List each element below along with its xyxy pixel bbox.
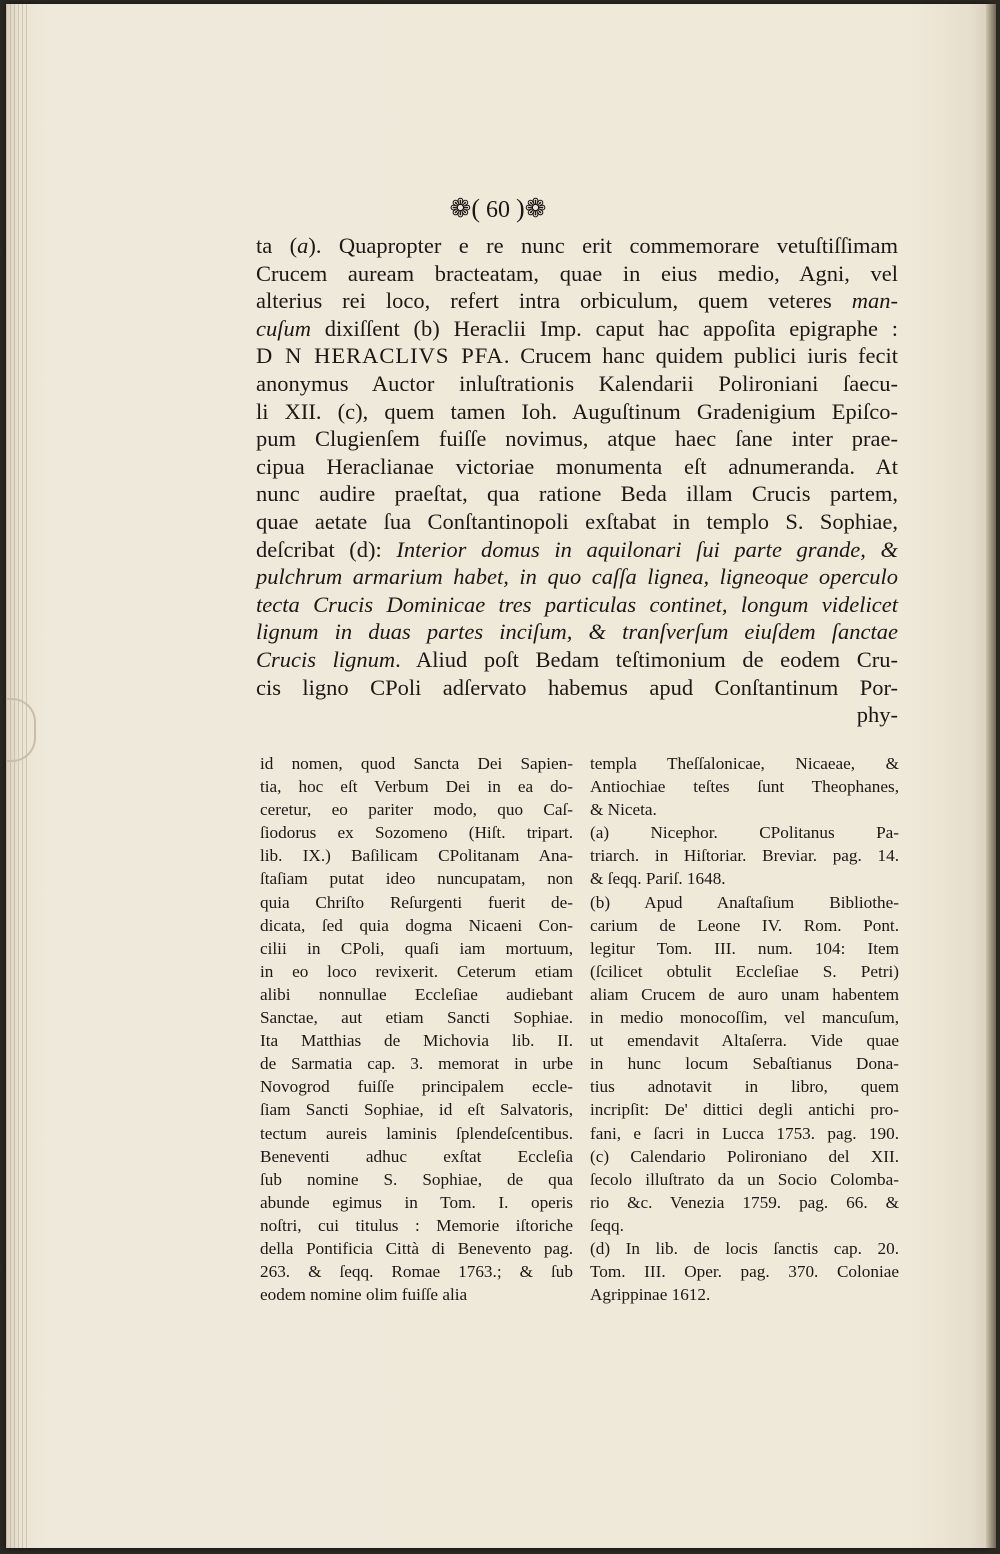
- footnote-line: (c) Calendario Polironiano del XII.: [590, 1146, 899, 1166]
- main-text-block: [256, 232, 898, 729]
- footnote-line: fani, e ſacri in Lucca 1753. pag. 190.: [590, 1123, 899, 1143]
- footnote-line: (d) In lib. de locis ſanctis cap. 20.: [590, 1238, 899, 1258]
- main-text-segment: nunc audire praeſtat, qua ratione Beda illam Crucis partem,: [256, 481, 898, 507]
- footnote-line: & Niceta.: [590, 800, 657, 820]
- footnote-line: Ita Matthias de Michovia lib. II.: [260, 1031, 573, 1051]
- footnote-line: in medio monocoſſim, vel mancuſum,: [590, 1008, 899, 1028]
- footnote-line: quia Chriſto Reſurgenti fuerit de-: [260, 892, 573, 912]
- main-text-segment: li XII. (c), quem tamen Ioh. Auguſtinum Gradenigium Epiſco-: [256, 398, 898, 424]
- main-text-line: [256, 287, 898, 315]
- footnote-line: (b) Apud Anaſtaſium Bibliothe-: [590, 892, 899, 912]
- footnote-line: ceretur, eo pariter modo, quo Caſ-: [260, 800, 573, 820]
- footnote-line: lib. IX.) Baſilicam CPolitanam Ana-: [260, 846, 573, 866]
- main-text-line: [256, 370, 898, 398]
- footnote-line: ſtaſiam putat ideo nuncupatam, non: [260, 869, 573, 889]
- main-text-segment: lignum in duas partes inciſum, & tranſverſum eiuſdem ſanctae: [256, 619, 898, 645]
- footnote-line: della Pontificia Città di Benevento pag.: [260, 1238, 573, 1258]
- footnote-line: (ſcilicet obtulit Eccleſiae S. Petri): [590, 961, 899, 981]
- footnote-line: legitur Tom. III. num. 104: Item: [590, 938, 899, 958]
- main-text-segment: alterius rei loco, refert intra orbiculum, quem veteres: [256, 288, 852, 314]
- footnote-line: (a) Nicephor. CPolitanus Pa-: [590, 823, 899, 843]
- main-text-line: [256, 260, 898, 288]
- footnotes-right-column: [590, 752, 899, 1306]
- page-gutter: [6, 4, 28, 1548]
- main-text-segment: a: [297, 233, 309, 258]
- footnote-line: 263. & ſeqq. Romae 1763.; & ſub: [260, 1262, 573, 1282]
- footnote-line: Sanctae, aut etiam Sancti Sophiae.: [260, 1008, 573, 1028]
- ornament-right: )❁: [516, 194, 547, 223]
- main-text-segment: cuſum: [256, 315, 311, 341]
- main-text-segment: deſcribat (d):: [256, 536, 397, 562]
- footnote-line: carium de Leone IV. Rom. Pont.: [590, 915, 899, 935]
- main-text-line: [256, 398, 898, 426]
- main-text-segment: ). Quapropter e re nunc erit commemorare vetuſtiſſimam: [308, 233, 898, 258]
- footnote-line: tia, hoc eſt Verbum Dei in ea do-: [260, 777, 573, 797]
- main-text-line: [256, 425, 898, 453]
- footnote-line: aliam Crucem de auro unam habentem: [590, 984, 899, 1004]
- footnote-line: & ſeqq. Pariſ. 1648.: [590, 869, 726, 889]
- main-text-segment: cipua Heraclianae victoriae monumenta eſt adnumeranda. At: [256, 453, 898, 479]
- footnote-line: tius adnotavit in libro, quem: [590, 1077, 899, 1097]
- footnote-line: ſecolo illuſtrato da un Socio Colomba-: [590, 1169, 899, 1189]
- main-text-segment: cis ligno CPoli adſervato habemus apud Conſtantinum Por-: [256, 674, 898, 700]
- main-text-line: [256, 563, 898, 591]
- footnote-line: dicata, ſed quia dogma Nicaeni Con-: [260, 915, 573, 935]
- footnote-line: noſtri, cui titulus : Memorie iſtoriche: [260, 1215, 573, 1235]
- footnote-line: ſiodorus ex Sozomeno (Hiſt. tripart.: [260, 823, 573, 843]
- main-text-line: [256, 453, 898, 481]
- page-header: [6, 194, 990, 224]
- main-text-segment: anonymus Auctor inluſtrationis Kalendarii Polironiani ſaecu-: [256, 370, 898, 396]
- main-text-line: [256, 232, 898, 260]
- main-text-segment: . Aliud poſt Bedam teſtimonium de eodem Cru-: [395, 646, 898, 672]
- footnote-line: incripſit: De' dittici degli antichi pro-: [590, 1100, 899, 1120]
- footnote-line: id nomen, quod Sancta Dei Sapien-: [260, 754, 573, 773]
- main-text-segment: D N HERACLIVS PFA: [256, 343, 504, 369]
- main-text-segment: Interior domus in aquilonari ſui parte grande, &: [396, 536, 898, 562]
- ornament-left: ❁(: [449, 194, 480, 223]
- main-text-segment: . Crucem hanc quidem publici iuris fecit: [503, 343, 898, 369]
- main-text-segment: Crucis lignum: [256, 646, 396, 672]
- main-text-segment: pulchrum armarium habet, in quo caſſa lignea, ligneoque operculo: [256, 564, 898, 590]
- main-text-segment: man-: [851, 288, 898, 314]
- footnote-line: abunde egimus in Tom. I. operis: [260, 1192, 573, 1212]
- main-text-segment: Crucem auream bractеatam, quae in eius medio, Agni, vel: [256, 260, 898, 286]
- footnote-line: rio &c. Venezia 1759. pag. 66. &: [590, 1192, 899, 1212]
- footnote-line: in eo loco revixerit. Ceterum etiam: [260, 961, 573, 981]
- book-page: [6, 4, 990, 1548]
- footnote-line: de Sarmatia cap. 3. memorat in urbe: [260, 1054, 573, 1074]
- footnote-line: Beneventi adhuc exſtat Eccleſia: [260, 1146, 573, 1166]
- footnote-line: ſub nomine S. Sophiae, de qua: [260, 1169, 573, 1189]
- main-text-segment: dixiſſent (b) Heraclii Imp. caput hac appoſita epigraphe :: [311, 315, 898, 341]
- footnote-line: templa Theſſalonicae, Nicaeae, &: [590, 754, 899, 773]
- main-text-segment: pum Clugienſem fuiſſe novimus, atque haec ſane inter prae-: [256, 426, 898, 452]
- footnote-line: alibi nonnullae Eccleſiae audiebant: [260, 984, 573, 1004]
- main-text-line: [256, 701, 898, 729]
- footnote-line: Tom. III. Oper. pag. 370. Coloniae: [590, 1262, 899, 1282]
- footnote-line: ut emendavit Altaſerra. Vide quae: [590, 1031, 899, 1051]
- main-text-segment: ta (: [256, 233, 298, 258]
- main-text-segment: phy-: [856, 702, 898, 728]
- main-text-segment: quae aetate ſua Conſtantinopoli exſtabat in templo S. Sophiae,: [256, 508, 898, 534]
- footnote-line: ſeqq.: [590, 1215, 624, 1235]
- binding-clip-mark: [6, 698, 36, 762]
- main-text-line: [256, 536, 898, 564]
- main-text-line: [256, 342, 898, 370]
- footnote-line: cilii in CPoli, quaſi iam mortuum,: [260, 938, 573, 958]
- main-text-line: [256, 508, 898, 536]
- main-text-line: [256, 618, 898, 646]
- main-text-line: [256, 646, 898, 674]
- footnote-line: Antiochiae teſtes ſunt Theophanes,: [590, 777, 899, 797]
- footnote-line: eodem nomine olim fuiſſe alia: [260, 1285, 468, 1305]
- main-text-segment: tecta Crucis Dominicae tres particulas continet, longum videlicet: [256, 591, 898, 617]
- page-edge: [986, 4, 996, 1548]
- footnote-line: ſiam Sancti Sophiae, id eſt Salvatoris,: [260, 1100, 573, 1120]
- main-text-line: [256, 480, 898, 508]
- footnote-line: in hunc locum Sebaſtianus Dona-: [590, 1054, 899, 1074]
- main-text-line: [256, 315, 898, 343]
- footnote-line: Agrippinae 1612.: [590, 1285, 711, 1305]
- footnote-line: tectum aureis laminis ſplendeſcentibus.: [260, 1123, 573, 1143]
- footnote-line: Novogrod fuiſſe principalem eccle-: [260, 1077, 573, 1097]
- main-text-line: [256, 591, 898, 619]
- page-number: 60: [486, 197, 510, 223]
- footnote-line: triarch. in Hiſtoriar. Breviar. pag. 14.: [590, 846, 899, 866]
- main-text-line: [256, 674, 898, 702]
- footnotes-left-column: [260, 752, 573, 1306]
